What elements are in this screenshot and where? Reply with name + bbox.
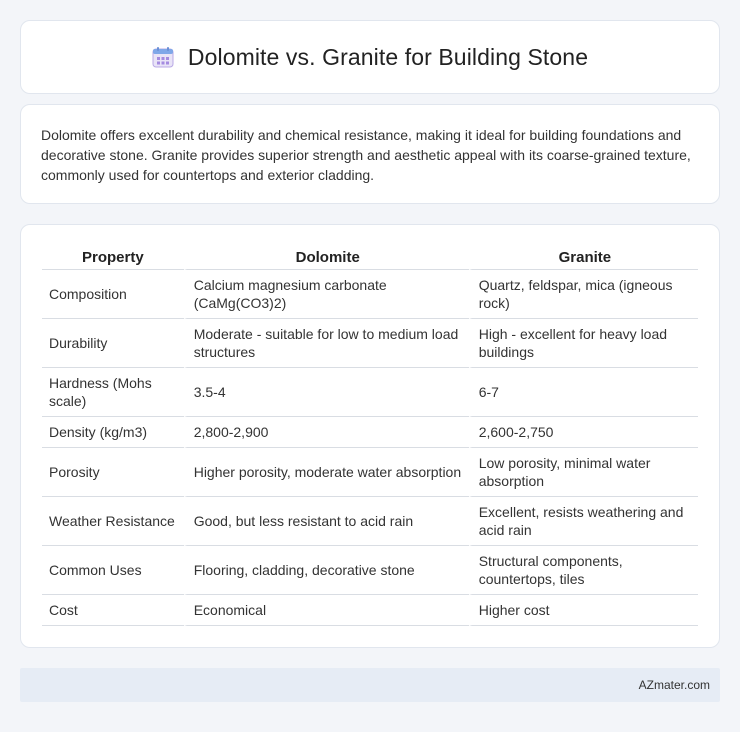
table-row xyxy=(42,270,698,319)
table-header-row xyxy=(42,245,698,270)
cell-granite: Structural components, countertops, tiles xyxy=(469,546,698,595)
cell-dolomite: 3.5-4 xyxy=(184,368,469,417)
table-row xyxy=(42,417,698,448)
comparison-table-card xyxy=(20,224,720,648)
cell-dolomite: Good, but less resistant to acid rain xyxy=(184,497,469,546)
footer-brand-link[interactable]: AZmater.com xyxy=(638,678,710,692)
table-row xyxy=(42,546,698,595)
table-row xyxy=(42,368,698,417)
footer-bar xyxy=(20,668,720,702)
cell-granite: Higher cost xyxy=(469,595,698,626)
cell-property: Durability xyxy=(42,319,184,368)
description-card xyxy=(20,104,720,204)
header-granite: Granite xyxy=(469,245,698,270)
cell-dolomite: Economical xyxy=(184,595,469,626)
cell-dolomite: Flooring, cladding, decorative stone xyxy=(184,546,469,595)
cell-granite: Excellent, resists weathering and acid rain xyxy=(469,497,698,546)
title-card xyxy=(20,20,720,94)
cell-property: Cost xyxy=(42,595,184,626)
cell-granite: 6-7 xyxy=(469,368,698,417)
cell-dolomite: Moderate - suitable for low to medium load structures xyxy=(184,319,469,368)
header-dolomite: Dolomite xyxy=(184,245,469,270)
cell-property: Hardness (Mohs scale) xyxy=(42,368,184,417)
description-text: Dolomite offers excellent durability and chemical resistance, making it ideal for building foundations and decorative stone. Granite provides superior strength and aesthetic appeal with its coarse-grained texture, commonly used for countertops and exterior cladding. xyxy=(41,127,691,183)
cell-dolomite: Calcium magnesium carbonate (CaMg(CO3)2) xyxy=(184,270,469,319)
table-row xyxy=(42,319,698,368)
cell-granite: Low porosity, minimal water absorption xyxy=(469,448,698,497)
table-row xyxy=(42,448,698,497)
cell-dolomite: 2,800-2,900 xyxy=(184,417,469,448)
cell-property: Common Uses xyxy=(42,546,184,595)
table-row xyxy=(42,497,698,546)
cell-granite: 2,600-2,750 xyxy=(469,417,698,448)
cell-property: Weather Resistance xyxy=(42,497,184,546)
cell-property: Porosity xyxy=(42,448,184,497)
page-title: Dolomite vs. Granite for Building Stone xyxy=(187,43,589,70)
comparison-table xyxy=(42,245,698,626)
cell-granite: High - excellent for heavy load buildings xyxy=(469,319,698,368)
cell-property: Density (kg/m3) xyxy=(42,417,184,448)
cell-property: Composition xyxy=(42,270,184,319)
header-property: Property xyxy=(42,245,184,270)
calendar-icon xyxy=(152,46,174,68)
table-row xyxy=(42,595,698,626)
cell-dolomite: Higher porosity, moderate water absorption xyxy=(184,448,469,497)
cell-granite: Quartz, feldspar, mica (igneous rock) xyxy=(469,270,698,319)
